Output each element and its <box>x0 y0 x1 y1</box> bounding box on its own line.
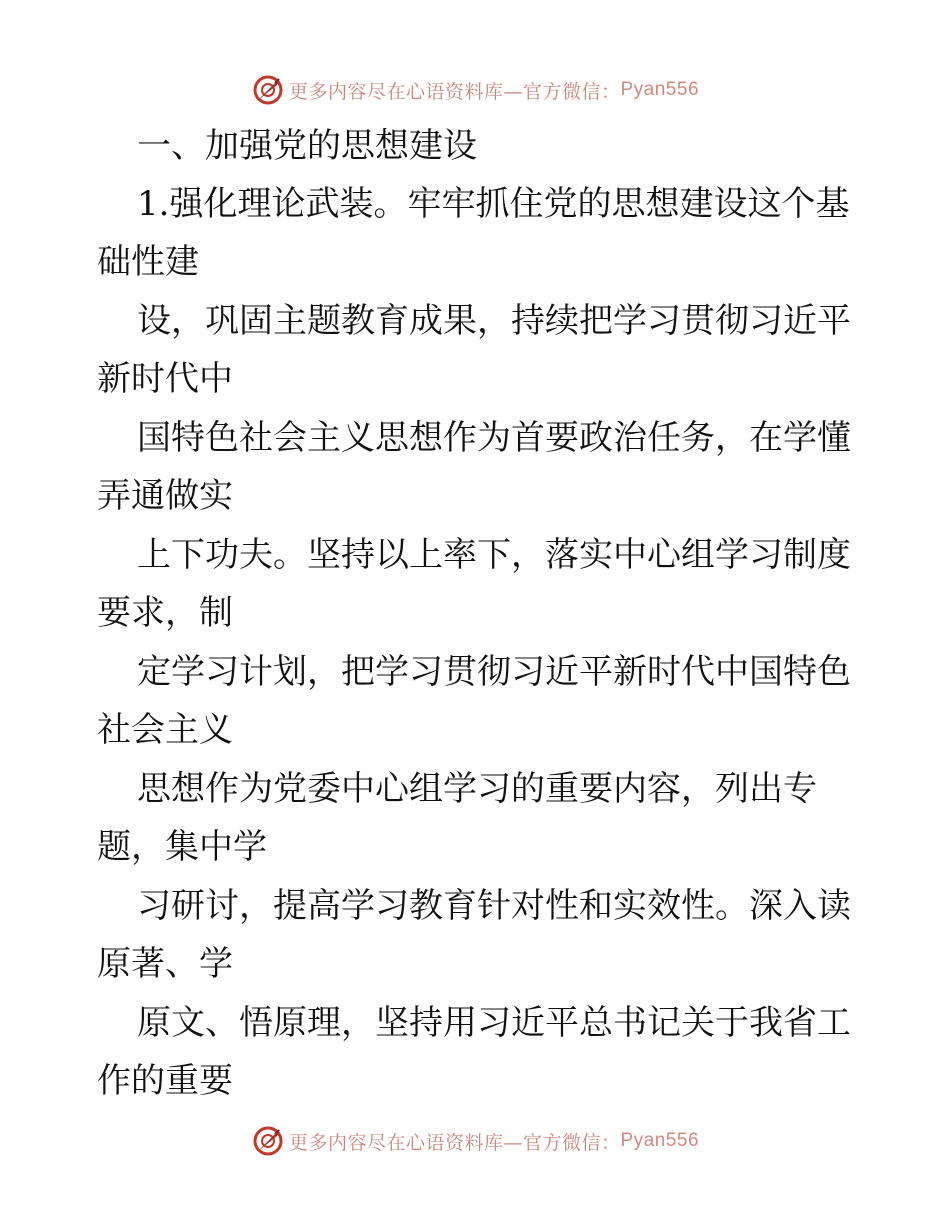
watermark-wechat-id: Pyan556 <box>620 1130 700 1151</box>
section-heading: 一、加强党的思想建设 <box>137 126 477 166</box>
paragraph-line: 作的重要 <box>97 1061 233 1101</box>
paragraph-line: 习研讨，提高学习教育针对性和实效性。深入读 <box>137 886 851 926</box>
watermark-footer <box>0 1121 950 1161</box>
paragraph-line: 上下功夫。坚持以上率下，落实中心组学习制度 <box>137 535 851 575</box>
paragraph-line: 国特色社会主义思想作为首要政治任务，在学懂 <box>137 418 851 458</box>
watermark-header <box>0 70 950 110</box>
paragraph-line: 原著、学 <box>97 944 233 984</box>
watermark-wechat-id: Pyan556 <box>620 79 700 100</box>
paragraph-line: 新时代中 <box>97 359 233 399</box>
paragraph-line: 社会主义 <box>97 710 233 750</box>
paragraph-line: 础性建 <box>97 242 199 282</box>
paragraph-line: 思想作为党委中心组学习的重要内容，列出专 <box>137 769 817 809</box>
paragraph-line: 原文、悟原理，坚持用习近平总书记关于我省工 <box>137 1003 851 1043</box>
paragraph-line: 设，巩固主题教育成果，持续把学习贯彻习近平 <box>137 301 851 341</box>
pen-logo-icon <box>251 73 285 107</box>
paragraph-line: 要求，制 <box>97 593 233 633</box>
paragraph-line: 定学习计划，把学习贯彻习近平新时代中国特色 <box>137 652 851 692</box>
paragraph-line: 弄通做实 <box>97 476 233 516</box>
paragraph-line: 1.强化理论武装。牢牢抓住党的思想建设这个基 <box>137 184 850 224</box>
watermark-text: 更多内容尽在心语资料库—官方微信： <box>288 1131 621 1154</box>
paragraph-line: 题，集中学 <box>97 827 267 867</box>
pen-logo-icon <box>251 1124 285 1158</box>
watermark-text: 更多内容尽在心语资料库—官方微信： <box>288 80 621 103</box>
